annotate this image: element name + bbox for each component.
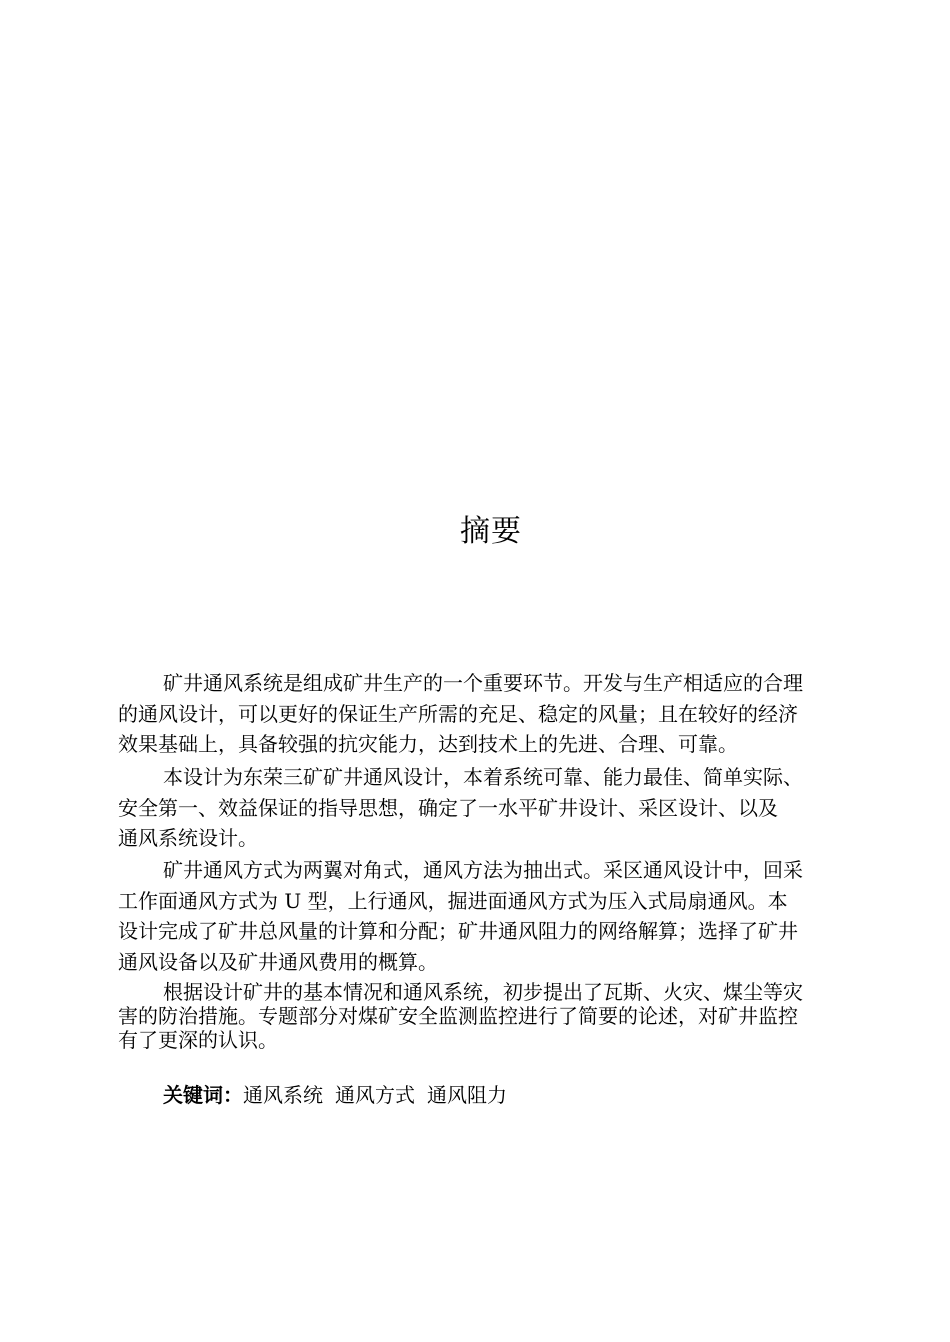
paragraph-line: 安全第一、效益保证的指导思想，确定了一水平矿井设计、采区设计、以及 [118,795,778,820]
abstract-paragraph-3 [118,855,803,977]
paragraph-line: 通风系统设计。 [118,826,258,850]
paragraph-line: 通风设备以及矿井通风费用的概算。 [118,949,438,974]
paragraph-line: 效果基础上，具备较强的抗灾能力，达到技术上的先进、合理、可靠。 [118,732,738,756]
abstract-paragraph-4 [118,980,803,1052]
paragraph-line: 工作面通风方式为 U 型，上行通风，掘进面通风方式为压入式局扇通风。本 [118,888,788,913]
paragraph-line: 设计完成了矿井总风量的计算和分配；矿井通风阻力的网络解算；选择了矿井 [118,919,798,943]
keyword-item: 通风系统 [243,1083,323,1107]
paragraph-line: 的通风设计，可以更好的保证生产所需的充足、稳定的风量；且在较好的经济 [118,701,798,726]
abstract-paragraph-2 [118,762,803,854]
keywords-label: 关键词： [163,1083,243,1107]
keywords-line [163,1080,519,1110]
keyword-item: 通风方式 [335,1083,415,1107]
paragraph-line: 根据设计矿井的基本情况和通风系统，初步提出了瓦斯、火灾、煤尘等灾 [163,980,803,1004]
paragraph-line: 本设计为东荣三矿矿井通风设计，本着系统可靠、能力最佳、简单实际、 [163,765,803,789]
paragraph-line: 害的防治措施。专题部分对煤矿安全监测监控进行了简要的论述，对矿井监控 [118,1004,798,1028]
abstract-paragraph-1 [118,668,803,760]
paragraph-line: 有了更深的认识。 [118,1028,278,1052]
keyword-item: 通风阻力 [427,1083,507,1107]
paragraph-line: 矿井通风系统是组成矿井生产的一个重要环节。开发与生产相适应的合理 [163,671,803,695]
paragraph-line: 矿井通风方式为两翼对角式，通风方法为抽出式。采区通风设计中，回采 [163,858,803,882]
abstract-title: 摘要 [460,514,522,549]
